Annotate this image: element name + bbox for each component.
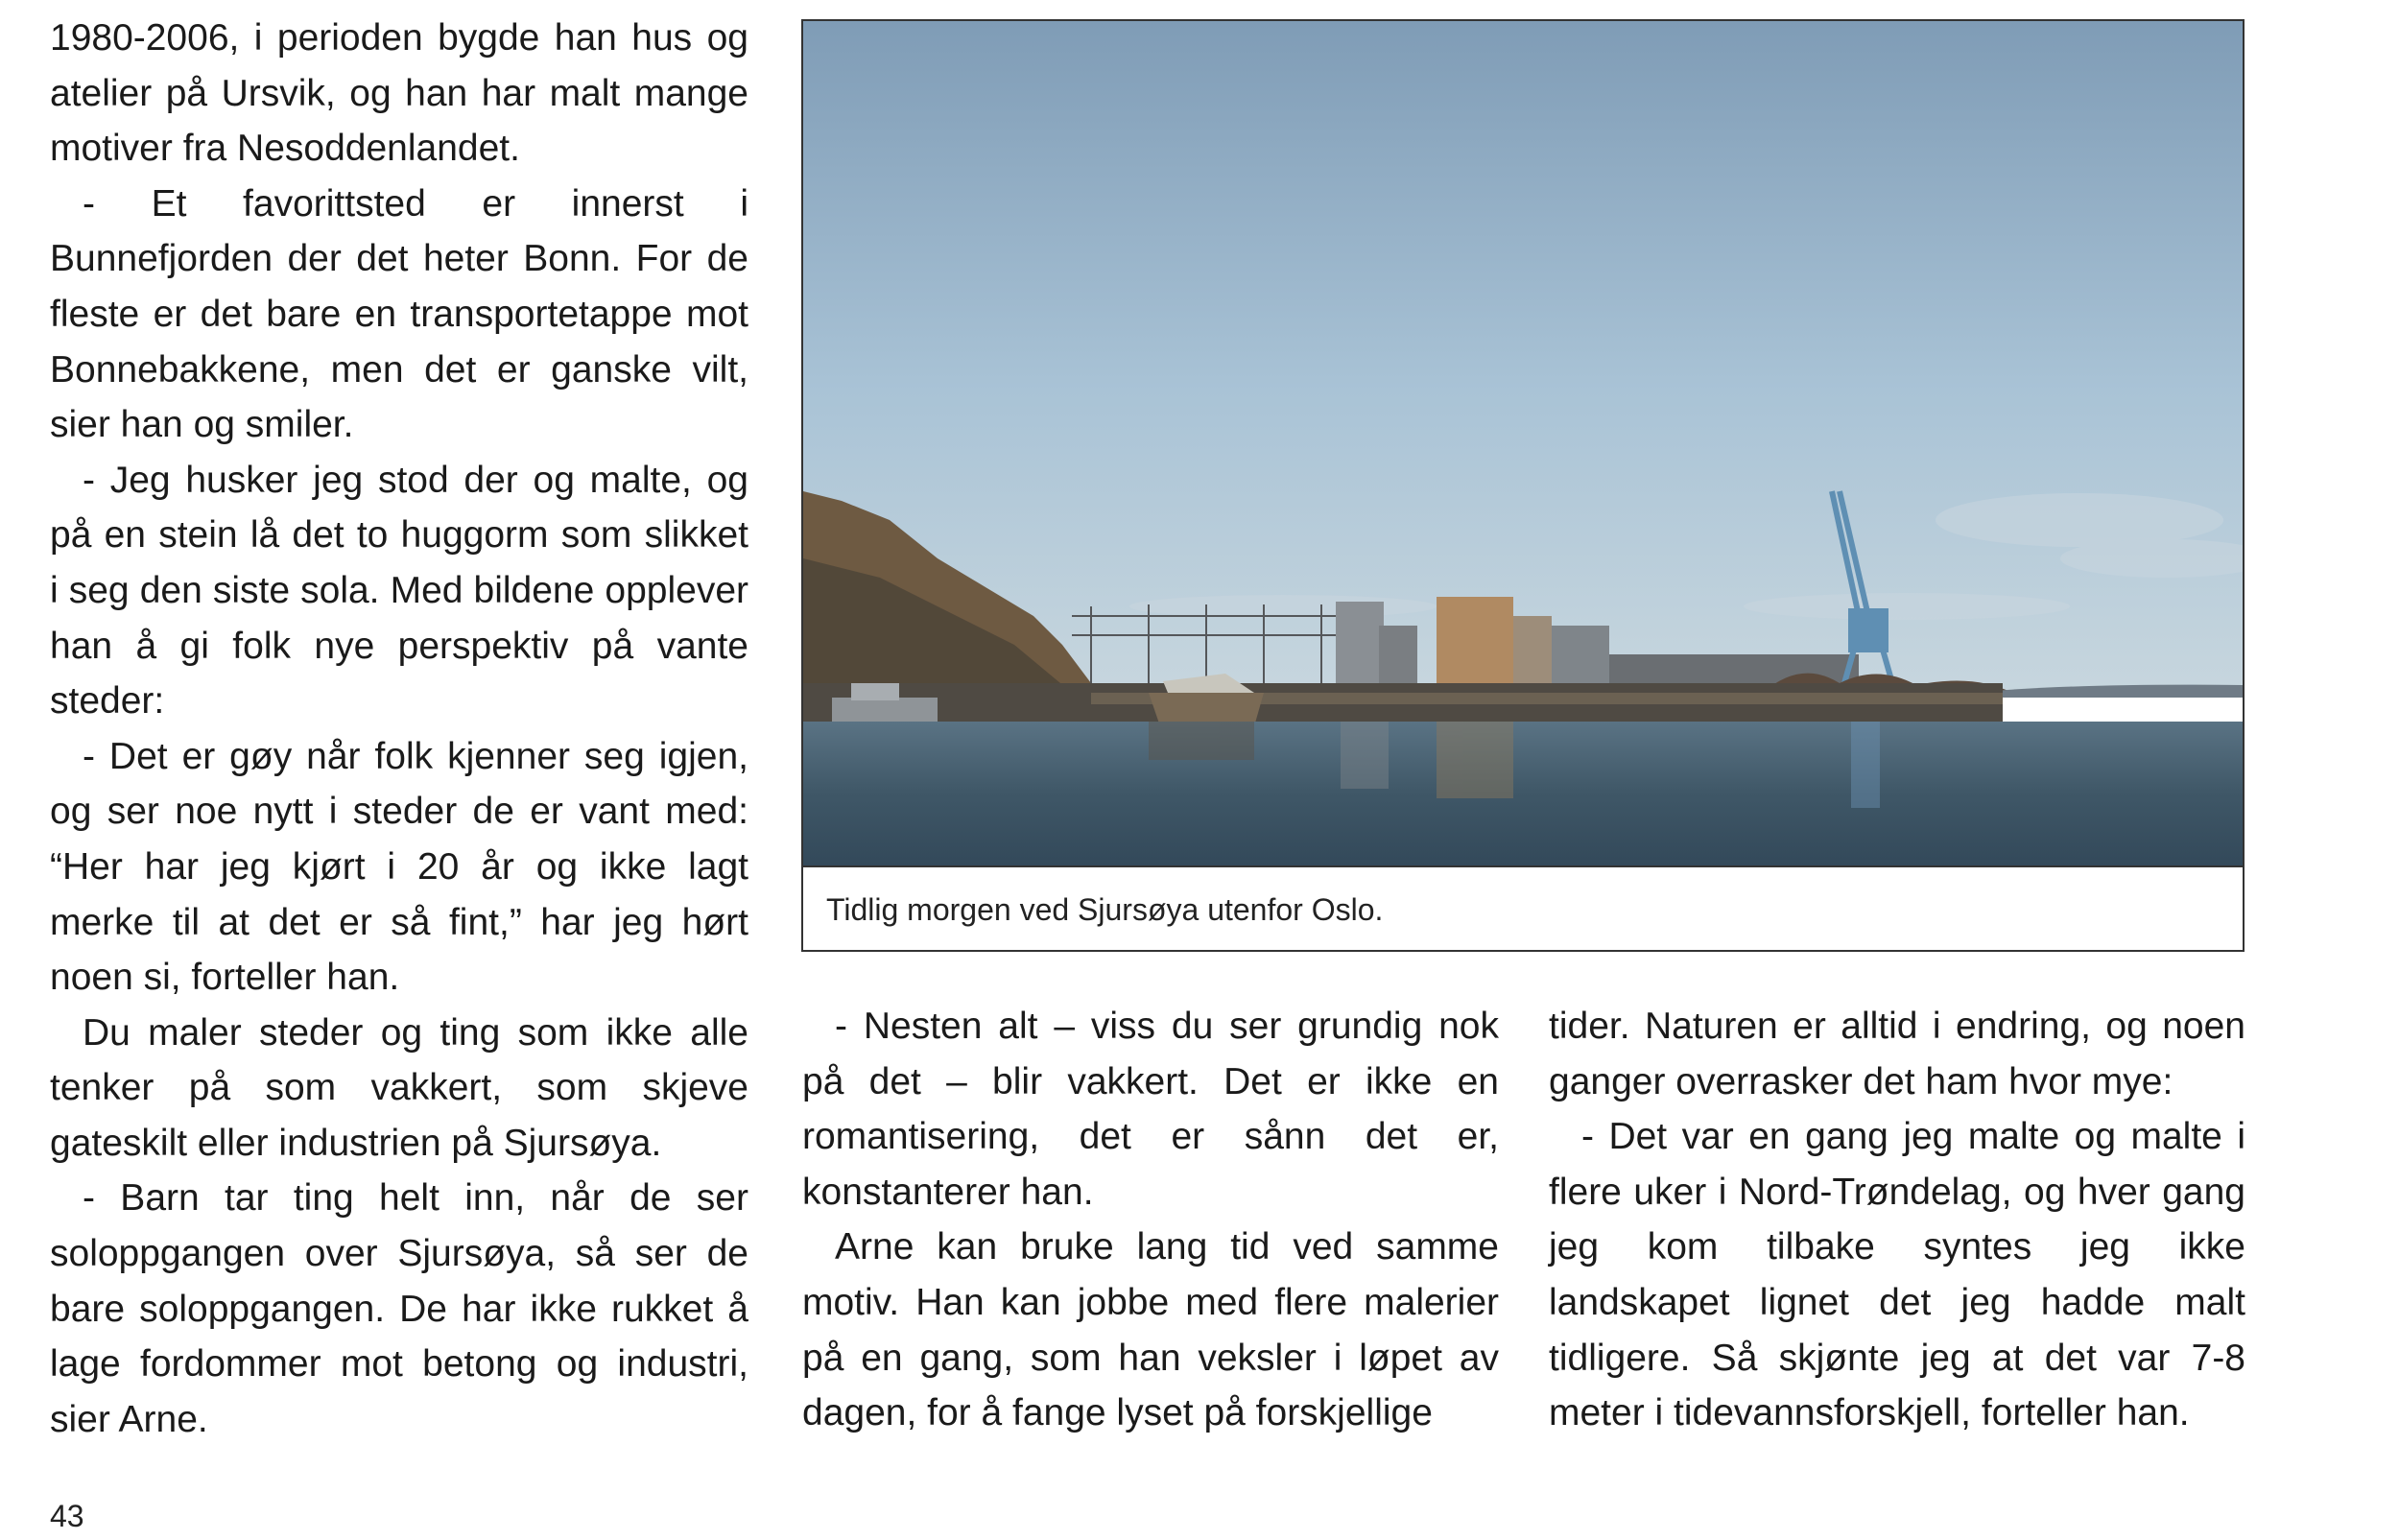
paragraph: - Det var en gang jeg malte og malte i flere uker i Nord-Trøndelag, og hver gang jeg kom tilbake syntes jeg ikke landskapet lignet det jeg hadde malt tidligere. Så skjønte jeg at det var 7-8 meter i tidevannsforskjell, forteller han. xyxy=(1549,1116,2245,1434)
paragraph: - Et favorittsted er innerst i Bunnefjorden der det heter Bonn. For de fleste er det bare en transportetappe mot Bonnebakkene, men det er ganske vilt, sier han og smiler. xyxy=(50,182,748,446)
text-column-left xyxy=(50,11,748,1447)
harbor-painting xyxy=(803,21,2243,865)
paragraph: - Jeg husker jeg stod der og malte, og på en stein lå det to huggorm som slikket i seg den siste sola. Med bildene opplever han å gi folk nye perspektiv på vante steder: xyxy=(50,459,748,723)
page-number: 43 xyxy=(50,1499,84,1533)
figure-caption: Tidlig morgen ved Sjursøya utenfor Oslo. xyxy=(803,865,2243,950)
sky xyxy=(803,21,2243,693)
paragraph: Du maler steder og ting som ikke alle tenker på som vakkert, som skjeve gateskilt eller industrien på Sjursøya. xyxy=(50,1011,748,1164)
text-column-right xyxy=(1549,999,2245,1441)
paragraph: tider. Naturen er alltid i endring, og noen ganger overrasker det ham hvor mye: xyxy=(1549,1006,2245,1102)
water xyxy=(803,722,2243,865)
paragraph: 1980-2006, i perioden bygde han hus og atelier på Ursvik, og han har malt mange motiver fra Nesoddenlandet. xyxy=(50,17,748,170)
paragraph: - Barn tar ting helt inn, når de ser soloppgangen over Sjursøya, så ser de bare soloppgangen. De har ikke rukket å lage fordommer mot betong og industri, sier Arne. xyxy=(50,1177,748,1440)
text-column-middle xyxy=(802,999,1499,1441)
paragraph: - Det er gøy når folk kjenner seg igjen, og ser noe nytt i steder de er vant med: “Her har jeg kjørt i 20 år og ikke lagt merke til at det er så fint,” har jeg hørt noen si, forteller han. xyxy=(50,735,748,999)
paragraph: Arne kan bruke lang tid ved samme motiv. Han kan jobbe med flere malerier på en gang, som han veksler i løpet av dagen, for å fange lyset på forskjellige xyxy=(802,1226,1499,1434)
painting-figure xyxy=(801,19,2245,952)
paragraph: - Nesten alt – viss du ser grundig nok på det – blir vakkert. Det er ikke en romantisering, det er sånn det er, konstanterer han. xyxy=(802,1006,1499,1213)
